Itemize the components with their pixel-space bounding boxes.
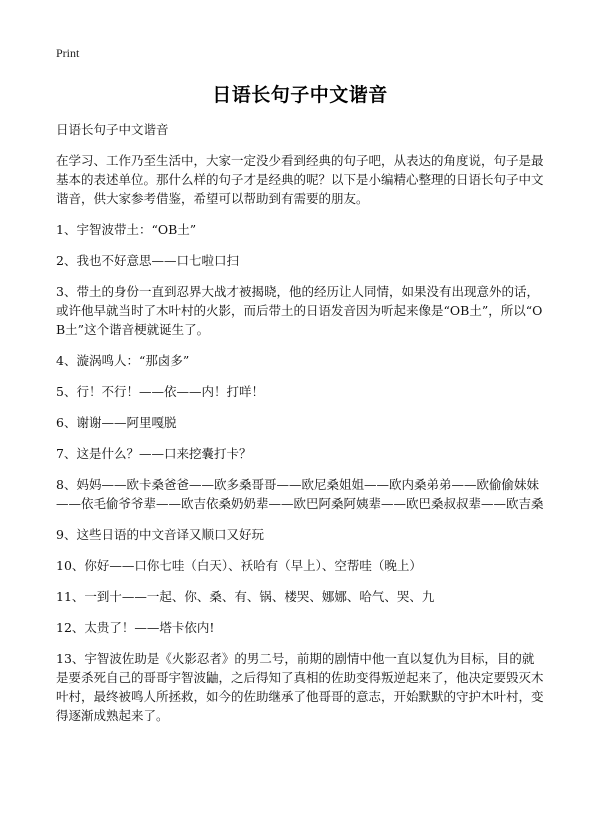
page-title: 日语长句子中文谐音 bbox=[212, 84, 388, 106]
list-item: 12、太贵了！——塔卡依内! bbox=[56, 620, 215, 635]
list-item: 3、带土的身份一直到忍界大战才被揭晓，他的经历让人同情，如果没有出现意外的话，或许他早就当时了木叶村的火影，而后带土的日语发音因为听起来像是“OB土”，所以“OB土”这个谐音梗就诞生了。 bbox=[56, 284, 543, 337]
intro-paragraph: 在学习、工作乃至生活中，大家一定没少看到经典的句子吧，从表达的角度说，句子是最基本的表述单位。那什么样的句子才是经典的呢？以下是小编精心整理的日语长句子中文谐音，供大家参考借鉴，希望可以帮助到有需要的朋友。 bbox=[56, 153, 544, 206]
list-item: 4、漩涡鸣人：“那卤多” bbox=[56, 353, 190, 368]
list-item: 9、这些日语的中文音译又顺口又好玩 bbox=[56, 527, 264, 542]
list-item: 5、行！不行！——依——内！打咩！ bbox=[56, 384, 264, 399]
article-body bbox=[56, 120, 546, 737]
list-item: 10、你好——口你七哇（白天）、袄哈有（早上）、空帮哇（晚上） bbox=[56, 558, 422, 573]
list-item: 6、谢谢——阿里嘎脱 bbox=[56, 415, 177, 430]
list-item: 7、这是什么？——口来挖嚢打卡？ bbox=[56, 446, 252, 461]
print-label: Print bbox=[56, 46, 80, 60]
article-subtitle: 日语长句子中文谐音 bbox=[56, 122, 169, 137]
list-item: 2、我也不好意思——口七啦口扫 bbox=[56, 253, 239, 268]
list-item: 13、宇智波佐助是《火影忍者》的男二号，前期的剧情中他一直以复仇为目标，目的就是要杀死自己的哥哥宇智波鼬，之后得知了真相的佐助变得叛逆起来了，他决定要毁灭木叶村，最终被鸣人所拯救，如今的佐助继承了他哥哥的意志，开始默默的守护木叶村，变得逐渐成熟起来了。 bbox=[56, 651, 544, 723]
list-item: 8、妈妈——欧卡桑爸爸——欧多桑哥哥——欧尼桑姐姐——欧内桑弟弟——欧偷偷妹妹——依毛偷爷爷辈——欧吉依桑奶奶辈——欧巴阿桑阿姨辈——欧巴桑叔叔辈——欧吉桑 bbox=[56, 477, 544, 511]
list-item: 1、宇智波带土：“OB土” bbox=[56, 222, 197, 237]
list-item: 11、一到十——一起、你、桑、有、锅、楼哭、娜娜、哈气、哭、九 bbox=[56, 589, 435, 604]
